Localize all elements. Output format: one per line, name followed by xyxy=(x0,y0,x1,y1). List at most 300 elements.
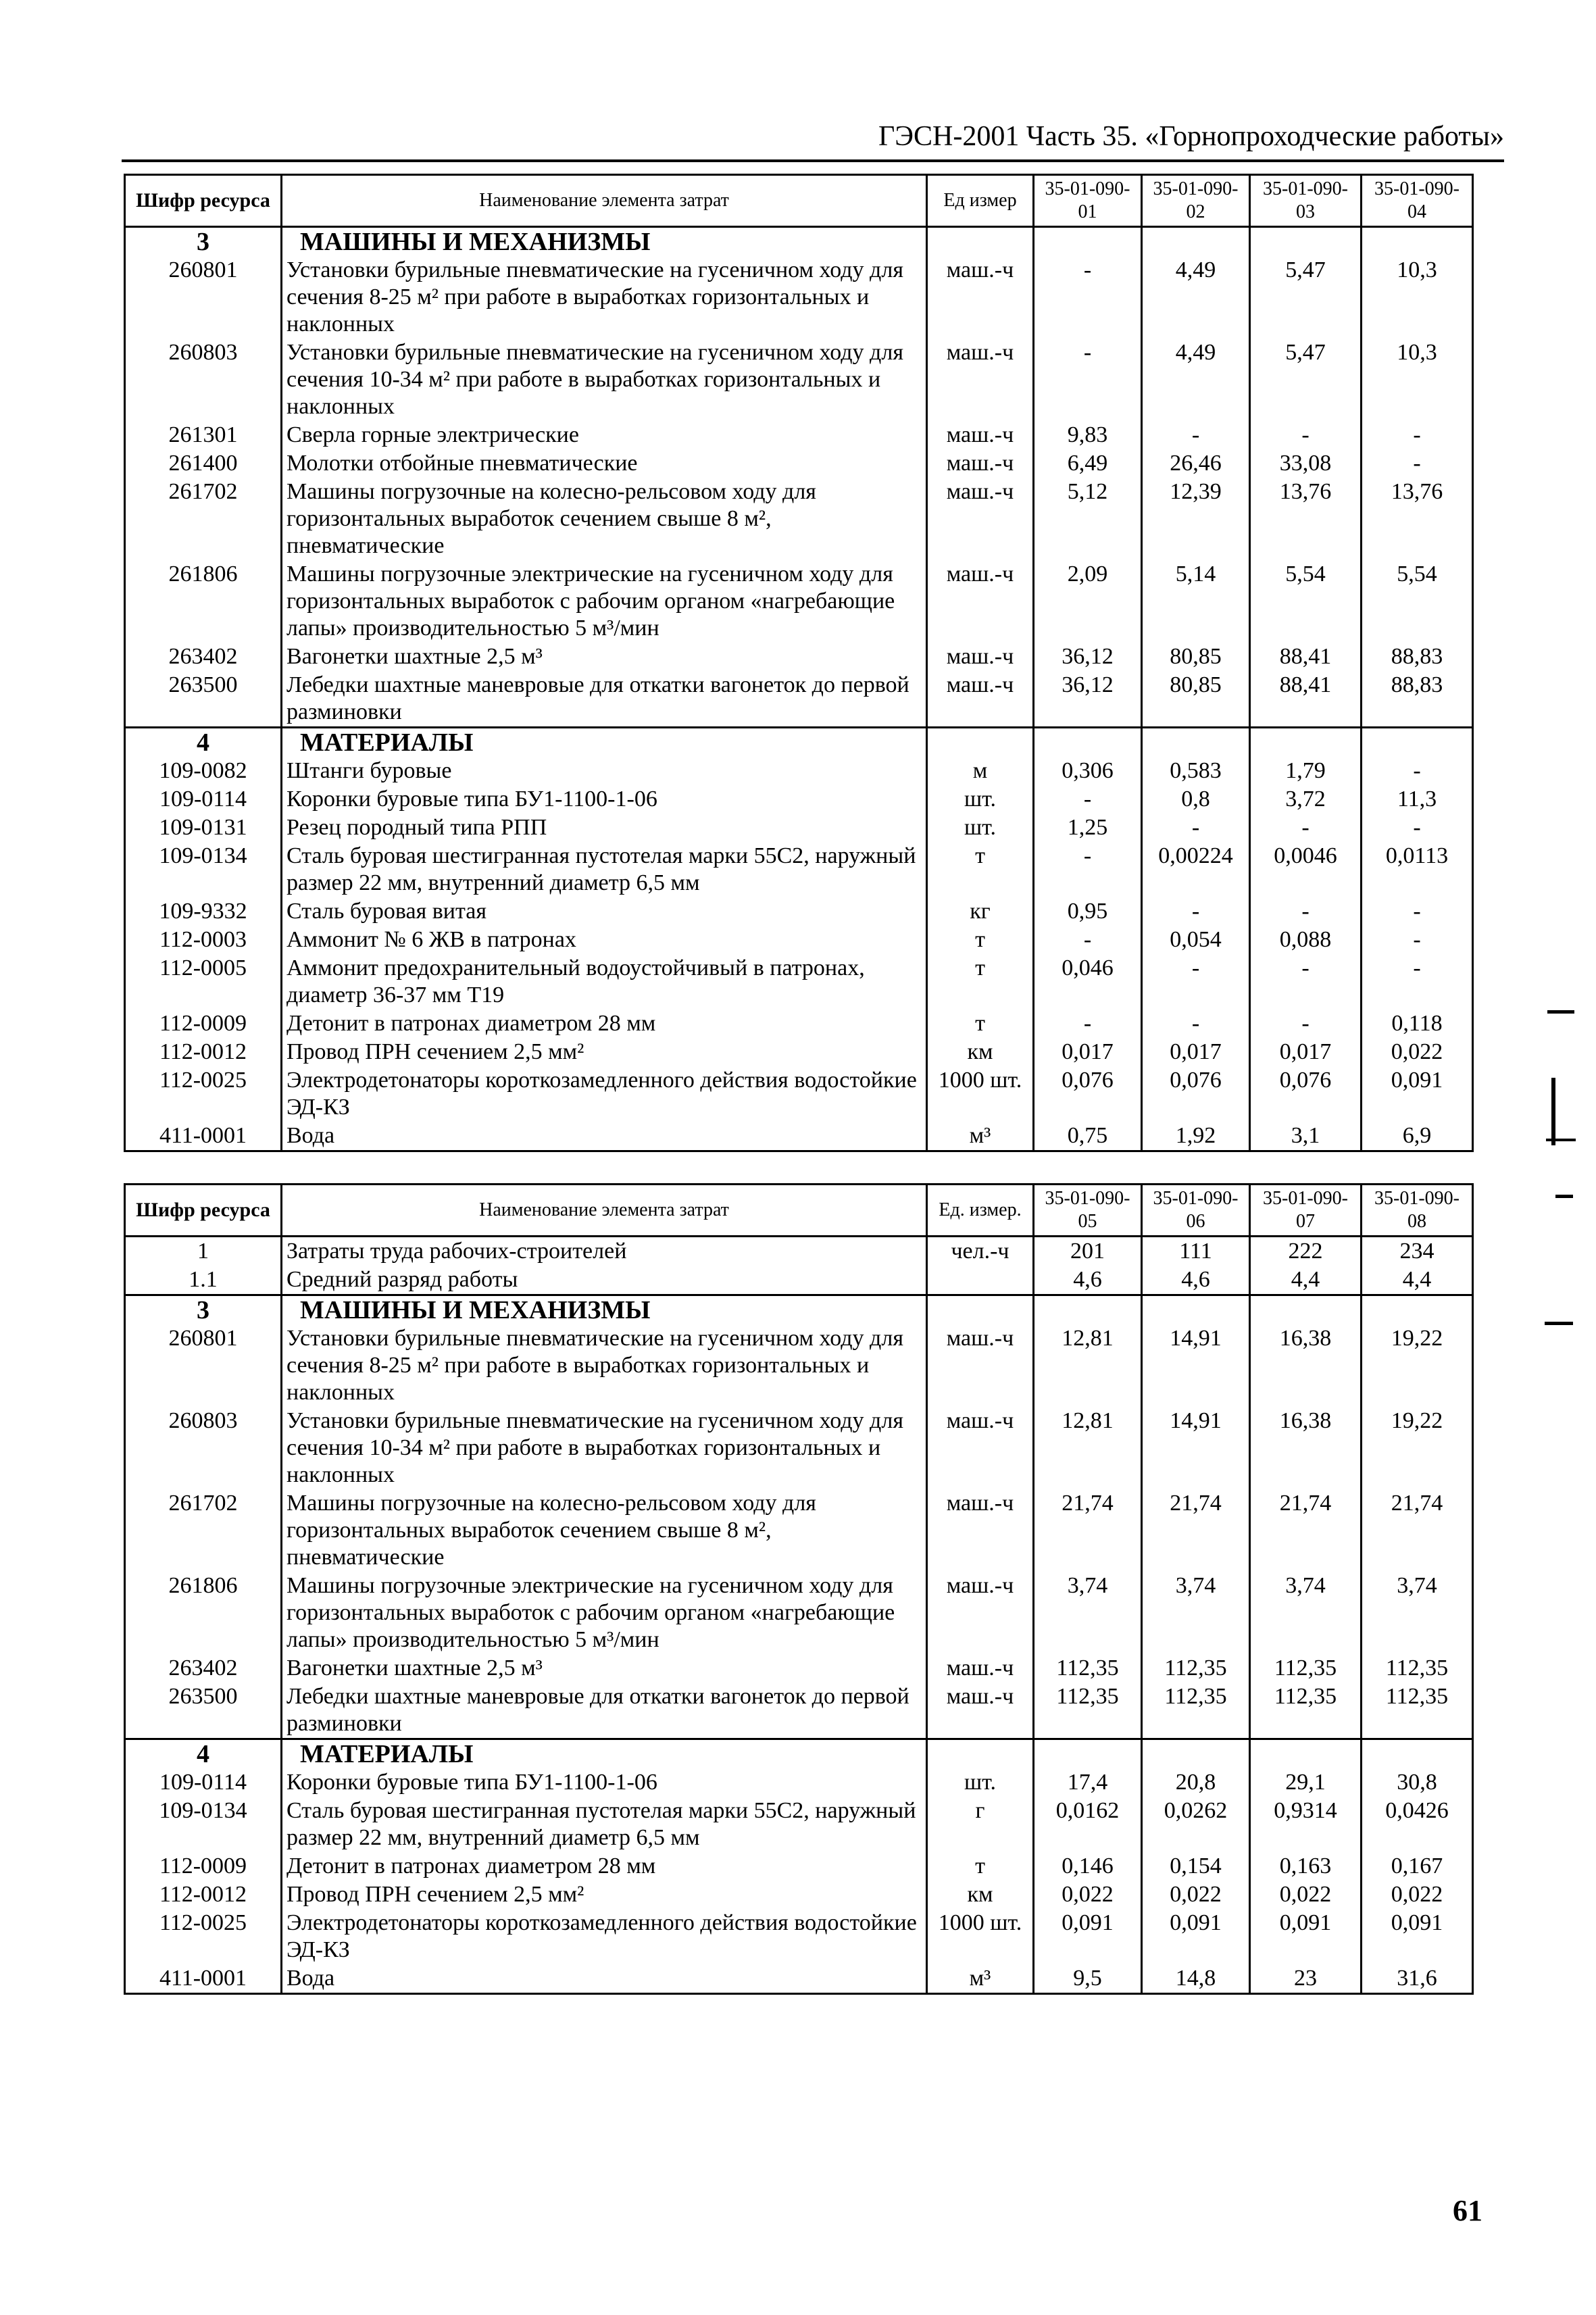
cell-unit: маш.-ч xyxy=(927,1654,1034,1683)
cell-code: 263500 xyxy=(125,671,282,728)
cell-code: 1 xyxy=(125,1237,282,1266)
cell-code: 112-0012 xyxy=(125,1881,282,1909)
cell-value-1 xyxy=(1034,227,1142,257)
cell-value-1: - xyxy=(1034,842,1142,897)
cell-value-1: - xyxy=(1034,1010,1142,1038)
cell-name: Сталь буровая шестигранная пустотелая марки 55С2, наружный размер 22 мм, внутренний диаметр 6,5 мм xyxy=(282,1797,927,1852)
cell-value-4: 21,74 xyxy=(1362,1489,1473,1572)
cell-unit: шт. xyxy=(927,785,1034,814)
cell-value-3: 16,38 xyxy=(1250,1407,1362,1489)
cell-name: МАШИНЫ И МЕХАНИЗМЫ xyxy=(282,227,927,257)
cell-value-3: 0,0046 xyxy=(1250,842,1362,897)
cell-unit xyxy=(927,1295,1034,1325)
cell-unit: м³ xyxy=(927,1122,1034,1151)
cell-value-3: 88,41 xyxy=(1250,643,1362,671)
cell-unit: кг xyxy=(927,897,1034,926)
cell-code: 411-0001 xyxy=(125,1122,282,1151)
cell-value-4: 4,4 xyxy=(1362,1266,1473,1295)
cell-value-2: 111 xyxy=(1142,1237,1250,1266)
cell-value-3: 0,088 xyxy=(1250,926,1362,954)
cell-value-2: 20,8 xyxy=(1142,1768,1250,1797)
cell-value-4: 0,091 xyxy=(1362,1909,1473,1964)
cell-code: 112-0025 xyxy=(125,1066,282,1122)
cell-value-4: 112,35 xyxy=(1362,1654,1473,1683)
cell-value-4: - xyxy=(1362,814,1473,842)
page-header: ГЭСН-2001 Часть 35. «Горнопроходческие работы» xyxy=(878,121,1504,152)
cell-value-4 xyxy=(1362,1739,1473,1769)
cell-unit: т xyxy=(927,1852,1034,1881)
cell-value-2: 0,8 xyxy=(1142,785,1250,814)
cell-value-3: 3,74 xyxy=(1250,1572,1362,1654)
cell-value-1: 0,0162 xyxy=(1034,1797,1142,1852)
header-col-1: 35-01-090-01 xyxy=(1034,175,1142,227)
cell-name: Машины погрузочные на колесно-рельсовом ходу для горизонтальных выработок сечением свыше 8 м², пневматические xyxy=(282,1489,927,1572)
cell-name: Аммонит предохранительный водоустойчивый в патронах, диаметр 36-37 мм Т19 xyxy=(282,954,927,1010)
cell-value-3: 112,35 xyxy=(1250,1654,1362,1683)
cell-value-3: 5,47 xyxy=(1250,256,1362,339)
table-row xyxy=(125,671,1473,728)
header-col-3: 35-01-090-03 xyxy=(1250,175,1362,227)
cell-value-1: 0,146 xyxy=(1034,1852,1142,1881)
cell-name: Вода xyxy=(282,1964,927,1994)
cell-unit: т xyxy=(927,1010,1034,1038)
cell-value-2: 14,91 xyxy=(1142,1407,1250,1489)
cell-value-4: - xyxy=(1362,757,1473,785)
section-row xyxy=(125,227,1473,257)
table-row xyxy=(125,757,1473,785)
cell-name: Коронки буровые типа БУ1-1100-1-06 xyxy=(282,785,927,814)
cell-code: 109-0082 xyxy=(125,757,282,785)
cell-value-3: 4,4 xyxy=(1250,1266,1362,1295)
scan-mark xyxy=(1545,1322,1573,1325)
table-row xyxy=(125,1852,1473,1881)
header-col-4: 35-01-090-04 xyxy=(1362,175,1473,227)
resource-table-2 xyxy=(124,1183,1474,1995)
cell-unit: т xyxy=(927,842,1034,897)
table-row xyxy=(125,1683,1473,1739)
table-row xyxy=(125,1881,1473,1909)
cell-value-2: 112,35 xyxy=(1142,1654,1250,1683)
header-unit: Ед. измер. xyxy=(927,1185,1034,1237)
cell-value-2 xyxy=(1142,728,1250,757)
cell-value-1: 36,12 xyxy=(1034,643,1142,671)
scan-mark xyxy=(1551,1078,1555,1145)
cell-value-3: 21,74 xyxy=(1250,1489,1362,1572)
cell-unit: км xyxy=(927,1881,1034,1909)
cell-name: Детонит в патронах диаметром 28 мм xyxy=(282,1852,927,1881)
cell-value-1 xyxy=(1034,1739,1142,1769)
cell-unit: маш.-ч xyxy=(927,256,1034,339)
cell-value-1: 0,017 xyxy=(1034,1038,1142,1066)
cell-code: 4 xyxy=(125,728,282,757)
cell-name: Вагонетки шахтные 2,5 м³ xyxy=(282,1654,927,1683)
cell-code: 109-0114 xyxy=(125,1768,282,1797)
cell-name: МАТЕРИАЛЫ xyxy=(282,1739,927,1769)
cell-unit: шт. xyxy=(927,1768,1034,1797)
cell-value-3: - xyxy=(1250,897,1362,926)
cell-value-3: 5,54 xyxy=(1250,560,1362,643)
cell-value-1: 2,09 xyxy=(1034,560,1142,643)
cell-value-4: 0,0426 xyxy=(1362,1797,1473,1852)
cell-value-3: 33,08 xyxy=(1250,449,1362,478)
cell-name: Установки бурильные пневматические на гусеничном ходу для сечения 10-34 м² при работе в выработках горизонтальных и наклонных xyxy=(282,339,927,421)
table-body xyxy=(125,227,1473,1151)
cell-name: Электродетонаторы короткозамедленного действия водостойкие ЭД-КЗ xyxy=(282,1909,927,1964)
cell-unit: маш.-ч xyxy=(927,1572,1034,1654)
cell-unit: маш.-ч xyxy=(927,1683,1034,1739)
cell-unit: шт. xyxy=(927,814,1034,842)
cell-value-2: 0,00224 xyxy=(1142,842,1250,897)
cell-value-3: 88,41 xyxy=(1250,671,1362,728)
cell-value-4: - xyxy=(1362,954,1473,1010)
cell-name: Машины погрузочные на колесно-рельсовом ходу для горизонтальных выработок сечением свыше 8 м², пневматические xyxy=(282,478,927,560)
cell-value-1 xyxy=(1034,728,1142,757)
cell-value-2: - xyxy=(1142,421,1250,449)
cell-code: 109-0131 xyxy=(125,814,282,842)
table-row xyxy=(125,256,1473,339)
cell-value-2: 21,74 xyxy=(1142,1489,1250,1572)
table-row xyxy=(125,954,1473,1010)
cell-code: 112-0012 xyxy=(125,1038,282,1066)
cell-value-4 xyxy=(1362,227,1473,257)
cell-code: 261702 xyxy=(125,1489,282,1572)
cell-value-1: 4,6 xyxy=(1034,1266,1142,1295)
header-code: Шифр ресурса xyxy=(125,1185,282,1237)
table-row xyxy=(125,1797,1473,1852)
cell-name: Штанги буровые xyxy=(282,757,927,785)
cell-value-3 xyxy=(1250,728,1362,757)
cell-name: МАТЕРИАЛЫ xyxy=(282,728,927,757)
cell-unit: маш.-ч xyxy=(927,421,1034,449)
cell-value-2: 12,39 xyxy=(1142,478,1250,560)
cell-value-2: 0,022 xyxy=(1142,1881,1250,1909)
header-rule xyxy=(122,159,1504,162)
cell-code: 109-0134 xyxy=(125,842,282,897)
cell-value-3: 29,1 xyxy=(1250,1768,1362,1797)
cell-value-2 xyxy=(1142,1295,1250,1325)
table-row xyxy=(125,478,1473,560)
cell-name: Сталь буровая шестигранная пустотелая марки 55С2, наружный размер 22 мм, внутренний диаметр 6,5 мм xyxy=(282,842,927,897)
cell-value-4: 13,76 xyxy=(1362,478,1473,560)
cell-code: 4 xyxy=(125,1739,282,1769)
cell-value-3: - xyxy=(1250,954,1362,1010)
cell-value-2: - xyxy=(1142,1010,1250,1038)
cell-unit: маш.-ч xyxy=(927,1407,1034,1489)
table-row xyxy=(125,1909,1473,1964)
cell-value-1: 21,74 xyxy=(1034,1489,1142,1572)
cell-value-3: 0,091 xyxy=(1250,1909,1362,1964)
cell-value-1: 112,35 xyxy=(1034,1683,1142,1739)
cell-value-3: 0,022 xyxy=(1250,1881,1362,1909)
table-row xyxy=(125,421,1473,449)
table-row xyxy=(125,1768,1473,1797)
cell-code: 112-0009 xyxy=(125,1010,282,1038)
cell-name: Провод ПРН сечением 2,5 мм² xyxy=(282,1038,927,1066)
cell-code: 112-0025 xyxy=(125,1909,282,1964)
scan-mark xyxy=(1546,1139,1576,1141)
cell-value-2 xyxy=(1142,227,1250,257)
cell-value-4: 19,22 xyxy=(1362,1407,1473,1489)
cell-unit: маш.-ч xyxy=(927,1489,1034,1572)
resource-table-1 xyxy=(124,174,1474,1152)
cell-code: 112-0003 xyxy=(125,926,282,954)
cell-code: 263402 xyxy=(125,1654,282,1683)
table-row xyxy=(125,339,1473,421)
cell-value-4: 0,167 xyxy=(1362,1852,1473,1881)
cell-value-2: 0,154 xyxy=(1142,1852,1250,1881)
cell-code: 261806 xyxy=(125,1572,282,1654)
header-col-2: 35-01-090-02 xyxy=(1142,175,1250,227)
cell-code: 261806 xyxy=(125,560,282,643)
cell-value-2: 0,091 xyxy=(1142,1909,1250,1964)
cell-unit: маш.-ч xyxy=(927,643,1034,671)
scan-mark xyxy=(1547,1010,1574,1014)
cell-name: Коронки буровые типа БУ1-1100-1-06 xyxy=(282,1768,927,1797)
cell-name: Установки бурильные пневматические на гусеничном ходу для сечения 10-34 м² при работе в выработках горизонтальных и наклонных xyxy=(282,1407,927,1489)
cell-value-4: - xyxy=(1362,449,1473,478)
cell-unit: км xyxy=(927,1038,1034,1066)
cell-value-2: 14,8 xyxy=(1142,1964,1250,1994)
cell-name: Сталь буровая витая xyxy=(282,897,927,926)
cell-code: 260801 xyxy=(125,1324,282,1407)
cell-unit: м xyxy=(927,757,1034,785)
cell-value-2: 112,35 xyxy=(1142,1683,1250,1739)
cell-unit xyxy=(927,728,1034,757)
cell-unit: 1000 шт. xyxy=(927,1066,1034,1122)
cell-value-4: 0,091 xyxy=(1362,1066,1473,1122)
cell-code: 411-0001 xyxy=(125,1964,282,1994)
table-row xyxy=(125,449,1473,478)
cell-value-2: 26,46 xyxy=(1142,449,1250,478)
cell-value-1: 9,5 xyxy=(1034,1964,1142,1994)
cell-name: Вагонетки шахтные 2,5 м³ xyxy=(282,643,927,671)
table-row xyxy=(125,1964,1473,1994)
cell-value-2: 5,14 xyxy=(1142,560,1250,643)
table-row xyxy=(125,1489,1473,1572)
cell-value-3: 3,1 xyxy=(1250,1122,1362,1151)
cell-name: Затраты труда рабочих-строителей xyxy=(282,1237,927,1266)
cell-name: Установки бурильные пневматические на гусеничном ходу для сечения 8-25 м² при работе в выработках горизонтальных и наклонных xyxy=(282,256,927,339)
cell-value-3: 0,9314 xyxy=(1250,1797,1362,1852)
table-row xyxy=(125,785,1473,814)
cell-value-1: 0,022 xyxy=(1034,1881,1142,1909)
cell-code: 109-0134 xyxy=(125,1797,282,1852)
cell-value-1: 12,81 xyxy=(1034,1407,1142,1489)
cell-value-3: 13,76 xyxy=(1250,478,1362,560)
cell-value-1: 201 xyxy=(1034,1237,1142,1266)
cell-value-4: 3,74 xyxy=(1362,1572,1473,1654)
cell-code: 261702 xyxy=(125,478,282,560)
cell-value-4: 31,6 xyxy=(1362,1964,1473,1994)
cell-value-3: 0,076 xyxy=(1250,1066,1362,1122)
cell-value-1: - xyxy=(1034,926,1142,954)
cell-value-4: 0,118 xyxy=(1362,1010,1473,1038)
table-row xyxy=(125,1066,1473,1122)
cell-name: Средний разряд работы xyxy=(282,1266,927,1295)
header-name: Наименование элемента затрат xyxy=(282,175,927,227)
cell-value-4: 19,22 xyxy=(1362,1324,1473,1407)
cell-value-3: - xyxy=(1250,814,1362,842)
cell-value-2: 0,076 xyxy=(1142,1066,1250,1122)
cell-unit xyxy=(927,227,1034,257)
cell-name: Электродетонаторы короткозамедленного действия водостойкие ЭД-КЗ xyxy=(282,1066,927,1122)
cell-value-2: 4,49 xyxy=(1142,256,1250,339)
cell-value-3: 23 xyxy=(1250,1964,1362,1994)
cell-unit: маш.-ч xyxy=(927,671,1034,728)
cell-value-4: 5,54 xyxy=(1362,560,1473,643)
cell-value-1: 36,12 xyxy=(1034,671,1142,728)
section-row xyxy=(125,1739,1473,1769)
table-row xyxy=(125,1324,1473,1407)
cell-unit: м³ xyxy=(927,1964,1034,1994)
cell-value-3: 3,72 xyxy=(1250,785,1362,814)
cell-value-4: 6,9 xyxy=(1362,1122,1473,1151)
cell-value-1: - xyxy=(1034,256,1142,339)
cell-code: 109-0114 xyxy=(125,785,282,814)
cell-value-4: 112,35 xyxy=(1362,1683,1473,1739)
cell-value-2: 80,85 xyxy=(1142,643,1250,671)
table-row xyxy=(125,643,1473,671)
cell-value-4: 10,3 xyxy=(1362,256,1473,339)
cell-code: 260803 xyxy=(125,339,282,421)
table-row xyxy=(125,1122,1473,1151)
header-col-3: 35-01-090-07 xyxy=(1250,1185,1362,1237)
cell-value-2: 0,017 xyxy=(1142,1038,1250,1066)
cell-code: 1.1 xyxy=(125,1266,282,1295)
table-row xyxy=(125,1654,1473,1683)
cell-code: 260803 xyxy=(125,1407,282,1489)
cell-unit: маш.-ч xyxy=(927,478,1034,560)
cell-value-1: 0,95 xyxy=(1034,897,1142,926)
cell-value-4: 0,0113 xyxy=(1362,842,1473,897)
cell-name: Машины погрузочные электрические на гусеничном ходу для горизонтальных выработок с рабочим органом «нагребающие лапы» производительностью 5 м³/мин xyxy=(282,1572,927,1654)
cell-name: Машины погрузочные электрические на гусеничном ходу для горизонтальных выработок с рабочим органом «нагребающие лапы» производительностью 5 м³/мин xyxy=(282,560,927,643)
cell-value-1: 9,83 xyxy=(1034,421,1142,449)
cell-value-2 xyxy=(1142,1739,1250,1769)
cell-unit: маш.-ч xyxy=(927,560,1034,643)
cell-unit: маш.-ч xyxy=(927,339,1034,421)
table-row xyxy=(125,1266,1473,1295)
cell-code: 263402 xyxy=(125,643,282,671)
cell-value-3: - xyxy=(1250,1010,1362,1038)
table-row xyxy=(125,842,1473,897)
cell-value-3: 112,35 xyxy=(1250,1683,1362,1739)
cell-name: Молотки отбойные пневматические xyxy=(282,449,927,478)
cell-value-4: - xyxy=(1362,926,1473,954)
cell-value-3: - xyxy=(1250,421,1362,449)
header-name: Наименование элемента затрат xyxy=(282,1185,927,1237)
cell-name: МАШИНЫ И МЕХАНИЗМЫ xyxy=(282,1295,927,1325)
cell-value-2: 0,583 xyxy=(1142,757,1250,785)
table-row xyxy=(125,1572,1473,1654)
cell-value-1: - xyxy=(1034,339,1142,421)
header-col-4: 35-01-090-08 xyxy=(1362,1185,1473,1237)
table-header-row xyxy=(125,175,1473,227)
cell-value-1: 0,046 xyxy=(1034,954,1142,1010)
cell-value-1: 1,25 xyxy=(1034,814,1142,842)
cell-value-1 xyxy=(1034,1295,1142,1325)
cell-value-3 xyxy=(1250,1739,1362,1769)
cell-unit: т xyxy=(927,926,1034,954)
cell-code: 112-0005 xyxy=(125,954,282,1010)
cell-value-4: - xyxy=(1362,421,1473,449)
cell-value-4: 234 xyxy=(1362,1237,1473,1266)
cell-value-4 xyxy=(1362,728,1473,757)
header-unit: Ед измер xyxy=(927,175,1034,227)
cell-value-4: 88,83 xyxy=(1362,671,1473,728)
cell-value-2: 3,74 xyxy=(1142,1572,1250,1654)
cell-value-2: 4,49 xyxy=(1142,339,1250,421)
cell-value-3 xyxy=(1250,1295,1362,1325)
cell-value-4: 30,8 xyxy=(1362,1768,1473,1797)
cell-value-2: 14,91 xyxy=(1142,1324,1250,1407)
cell-value-2: - xyxy=(1142,814,1250,842)
page-number: 61 xyxy=(1453,2194,1482,2227)
cell-value-4: 0,022 xyxy=(1362,1038,1473,1066)
table-row xyxy=(125,926,1473,954)
cell-value-1: - xyxy=(1034,785,1142,814)
cell-unit xyxy=(927,1739,1034,1769)
table-row xyxy=(125,814,1473,842)
section-row xyxy=(125,728,1473,757)
cell-value-1: 3,74 xyxy=(1034,1572,1142,1654)
cell-code: 261400 xyxy=(125,449,282,478)
cell-unit: 1000 шт. xyxy=(927,1909,1034,1964)
cell-code: 112-0009 xyxy=(125,1852,282,1881)
table-row xyxy=(125,1237,1473,1266)
cell-value-1: 6,49 xyxy=(1034,449,1142,478)
cell-name: Вода xyxy=(282,1122,927,1151)
cell-name: Лебедки шахтные маневровые для откатки вагонеток до первой разминовки xyxy=(282,1683,927,1739)
cell-value-1: 12,81 xyxy=(1034,1324,1142,1407)
cell-value-1: 112,35 xyxy=(1034,1654,1142,1683)
cell-value-3: 16,38 xyxy=(1250,1324,1362,1407)
cell-code: 263500 xyxy=(125,1683,282,1739)
table-row xyxy=(125,560,1473,643)
table-row xyxy=(125,1407,1473,1489)
cell-value-1: 0,076 xyxy=(1034,1066,1142,1122)
cell-unit: чел.-ч xyxy=(927,1237,1034,1266)
table-row xyxy=(125,1038,1473,1066)
cell-value-1: 0,091 xyxy=(1034,1909,1142,1964)
cell-value-2: 4,6 xyxy=(1142,1266,1250,1295)
cell-name: Лебедки шахтные маневровые для откатки вагонеток до первой разминовки xyxy=(282,671,927,728)
cell-code: 260801 xyxy=(125,256,282,339)
cell-value-4 xyxy=(1362,1295,1473,1325)
cell-value-2: 0,054 xyxy=(1142,926,1250,954)
cell-unit: т xyxy=(927,954,1034,1010)
cell-value-1: 5,12 xyxy=(1034,478,1142,560)
cell-code: 3 xyxy=(125,227,282,257)
table-row xyxy=(125,1010,1473,1038)
cell-value-4: 0,022 xyxy=(1362,1881,1473,1909)
cell-value-2: 0,0262 xyxy=(1142,1797,1250,1852)
cell-value-3: 1,79 xyxy=(1250,757,1362,785)
cell-value-3: 0,163 xyxy=(1250,1852,1362,1881)
cell-value-4: 88,83 xyxy=(1362,643,1473,671)
cell-value-1: 0,75 xyxy=(1034,1122,1142,1151)
cell-value-3: 222 xyxy=(1250,1237,1362,1266)
cell-code: 109-9332 xyxy=(125,897,282,926)
cell-value-2: 1,92 xyxy=(1142,1122,1250,1151)
cell-name: Провод ПРН сечением 2,5 мм² xyxy=(282,1881,927,1909)
header-col-2: 35-01-090-06 xyxy=(1142,1185,1250,1237)
header-col-1: 35-01-090-05 xyxy=(1034,1185,1142,1237)
cell-value-3: 0,017 xyxy=(1250,1038,1362,1066)
cell-value-2: - xyxy=(1142,954,1250,1010)
cell-code: 3 xyxy=(125,1295,282,1325)
cell-unit xyxy=(927,1266,1034,1295)
